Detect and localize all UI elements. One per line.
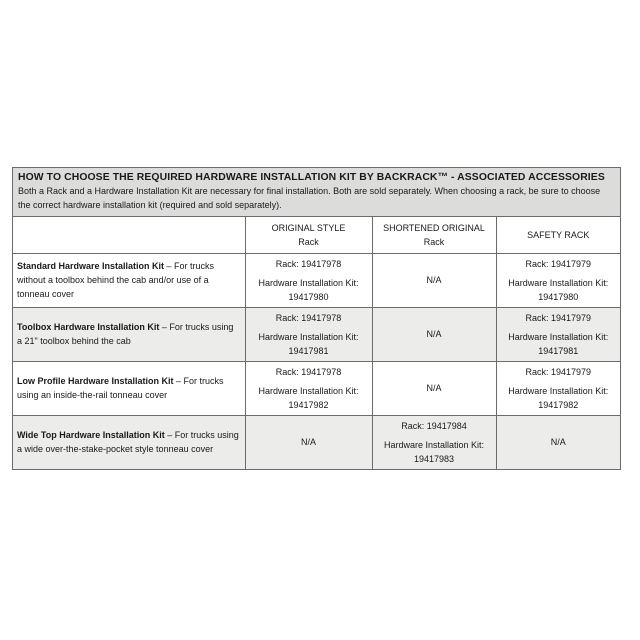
table-row <box>13 253 620 307</box>
safety-cell: Rack: 19417979 Hardware Installation Kit: 19417981 <box>496 307 620 361</box>
shortened-cell: Rack: 19417984 Hardware Installation Kit: 19417983 <box>372 415 496 469</box>
shortened-cell: N/A <box>372 307 496 361</box>
column-header-row <box>13 217 620 253</box>
safety-cell: Rack: 19417979 Hardware Installation Kit: 19417980 <box>496 253 620 307</box>
kit-description: Standard Hardware Installation Kit – For trucks without a toolbox behind the cab and/or use of a tonneau cover <box>13 253 245 307</box>
kit-selection-table <box>12 167 621 470</box>
column-header-shortened: SHORTENED ORIGINAL Rack <box>372 217 496 253</box>
shortened-cell: N/A <box>372 361 496 415</box>
kit-description: Toolbox Hardware Installation Kit – For trucks using a 21" toolbox behind the cab <box>13 307 245 361</box>
original-cell: N/A <box>245 415 372 469</box>
kit-description: Wide Top Hardware Installation Kit – For trucks using a wide over-the-stake-pocket style tonneau cover <box>13 415 245 469</box>
column-header-empty <box>13 217 245 253</box>
kit-description: Low Profile Hardware Installation Kit – For trucks using an inside-the-rail tonneau cover <box>13 361 245 415</box>
safety-cell: N/A <box>496 415 620 469</box>
column-header-original: ORIGINAL STYLE Rack <box>245 217 372 253</box>
table-row <box>13 361 620 415</box>
table-header <box>13 168 620 217</box>
table-row <box>13 415 620 469</box>
table-row <box>13 307 620 361</box>
original-cell: Rack: 19417978 Hardware Installation Kit: 19417980 <box>245 253 372 307</box>
original-cell: Rack: 19417978 Hardware Installation Kit: 19417981 <box>245 307 372 361</box>
table-title: HOW TO CHOOSE THE REQUIRED HARDWARE INSTALLATION KIT BY BACKRACK™ - ASSOCIATED ACCESSORIES <box>18 172 605 183</box>
shortened-cell: N/A <box>372 253 496 307</box>
original-cell: Rack: 19417978 Hardware Installation Kit: 19417982 <box>245 361 372 415</box>
kit-grid <box>13 217 620 469</box>
table-intro: Both a Rack and a Hardware Installation Kit are necessary for final installation. Both are sold separately. When choosing a rack, be sure to choose the correct hardware installation kit (required and sold separately). <box>18 186 601 210</box>
safety-cell: Rack: 19417979 Hardware Installation Kit: 19417982 <box>496 361 620 415</box>
column-header-safety: SAFETY RACK <box>496 217 620 253</box>
